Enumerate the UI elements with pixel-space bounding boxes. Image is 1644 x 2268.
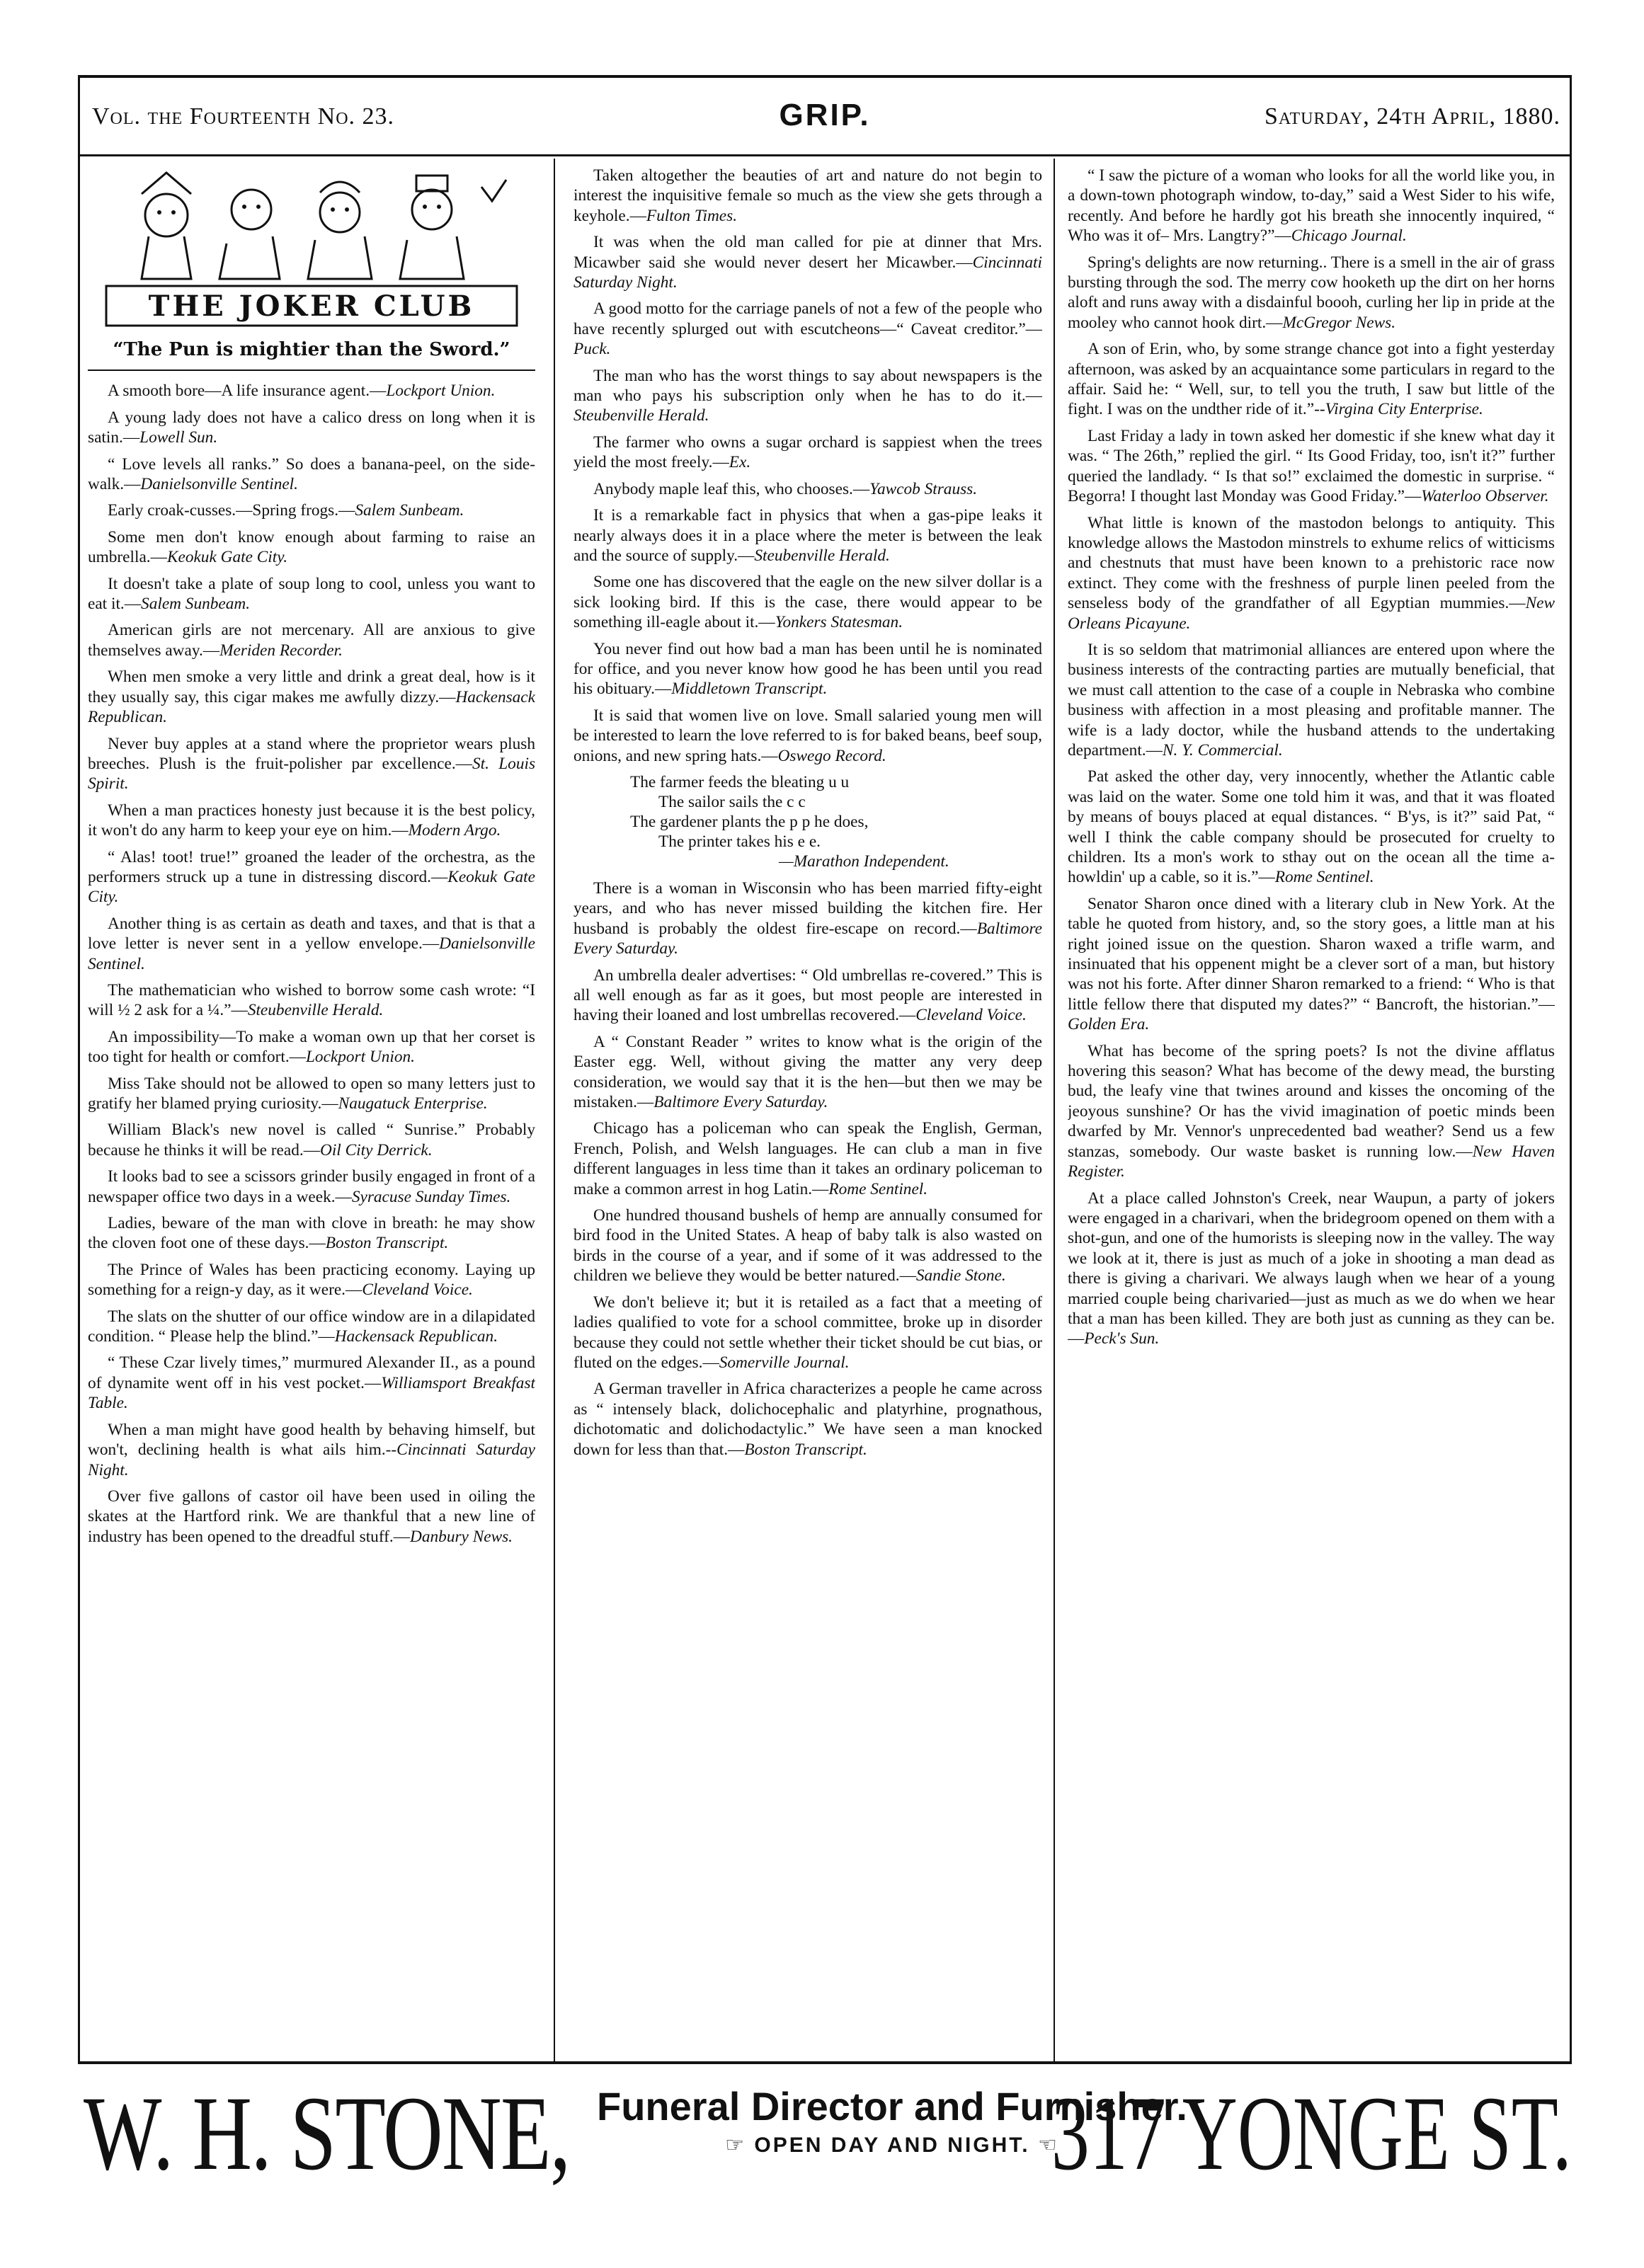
joke-text: Chicago has a policeman who can speak the English, German, French, Polish, and Welsh languages. He can club a man in five different languages in less time than it takes an ordinary policeman to make a common arrest in hog Latin.—	[573, 1119, 1042, 1198]
joke-paragraph	[1068, 767, 1555, 887]
joke-paragraph	[88, 1420, 535, 1480]
joke-paragraph	[88, 1487, 535, 1547]
joke-source: Oil City Derrick.	[320, 1140, 433, 1159]
joke-paragraph	[88, 1167, 535, 1207]
joke-text: The man who has the worst things to say about newspapers is the man who pays his subscription only when he has to do it.—	[573, 366, 1042, 406]
joke-paragraph	[573, 572, 1042, 632]
joke-paragraph	[1068, 513, 1555, 634]
joke-text: The farmer who owns a sugar orchard is sappiest when the trees yield the most freely.—	[573, 433, 1042, 472]
ad-name: W. H. STONE,	[84, 2075, 570, 2192]
joke-text: A son of Erin, who, by some strange chance got into a fight yesterday afternoon, was asked by an acquaintance some particulars in regard to the affair. Said he: “ Well, sur, to tell you the truth, I saw but little of the fight. I was on the undther ride of it.”--	[1068, 340, 1555, 419]
joke-source: Waterloo Observer.	[1421, 487, 1549, 506]
club-motto: “The Pun is mightier than the Sword.”	[88, 333, 535, 371]
joke-source: Puck.	[573, 340, 611, 359]
joke-source: Middletown Transcript.	[671, 680, 828, 699]
joke-source: Cleveland Voice.	[362, 1281, 473, 1300]
joke-paragraph	[88, 527, 535, 568]
joke-paragraph	[573, 706, 1042, 766]
joke-text: It was when the old man called for pie at dinner that Mrs. Micawber said she would never desert her Micawber.—	[573, 233, 1042, 272]
joke-source: Baltimore Every Saturday.	[653, 1093, 828, 1112]
joke-source: McGregor News.	[1282, 313, 1396, 332]
jokes-column-1	[88, 381, 535, 1547]
joke-paragraph	[1068, 1041, 1555, 1182]
joke-text: You never find out how bad a man has been until he is nominated for office, and you never know how good he has been until you read his obituary.—	[573, 639, 1042, 699]
joke-text: A smooth bore—A life insurance agent.—	[108, 382, 387, 401]
joke-text: What has become of the spring poets? Is not the divine afflatus hovering this season? What has become of the dewy mead, the bursting bud, the leafy vine that twines around and kisses the oncoming of the jeoyous sunshine? Or has the vivid imagination of poetic minds been dwarfed by Mr. Vennor's unprecedented bad weather? Send us a few stanzas, somebody. Our waste basket is running low.—	[1068, 1041, 1555, 1161]
joke-paragraph	[88, 1027, 535, 1067]
joke-paragraph	[573, 1032, 1042, 1113]
joke-source: Naugatuck Enterprise.	[338, 1094, 488, 1113]
joke-source: Hackensack Republican.	[88, 687, 535, 727]
joke-source: Rome Sentinel.	[1274, 868, 1374, 887]
joke-source: Somerville Journal.	[719, 1353, 850, 1372]
joke-paragraph	[88, 914, 535, 974]
joke-text: It is a remarkable fact in physics that when a gas-pipe leaks it nearly always does it in a place where the meter is between the leak and the source of supply.—	[573, 506, 1042, 565]
joke-source: Williamsport Breakfast Table.	[88, 1373, 535, 1413]
joke-paragraph	[88, 381, 535, 401]
joke-text: “ Love levels all ranks.” So does a banana-peel, on the side-walk.—	[88, 454, 535, 494]
joke-source: Hackensack Republican.	[334, 1327, 498, 1346]
joke-source: Cincinnati Saturday Night.	[88, 1441, 535, 1479]
joke-text: When a man practices honesty just because it is the best policy, it won't do any harm to keep your eye on him.—	[88, 801, 535, 840]
joke-paragraph	[1068, 640, 1555, 760]
joke-source: New Orleans Picayune.	[1068, 594, 1555, 633]
joke-paragraph	[88, 1120, 535, 1160]
column-divider-2	[1054, 159, 1055, 2063]
joke-text: Anybody maple leaf this, who chooses.—	[593, 479, 870, 498]
joke-text: The mathematician who wished to borrow some cash wrote: “I will ½ 2 ask for a ¼.”—	[88, 980, 535, 1020]
joke-text: Over five gallons of castor oil have been used in oiling the skates at the Hartford rink. We are thankful that a new line of industry has been opened to the dreadful stuff.—	[88, 1487, 535, 1546]
joke-text: The slats on the shutter of our office window are in a dilapidated condition. “ Please help the blind.”—	[88, 1307, 535, 1346]
joke-paragraph	[88, 1307, 535, 1347]
joke-paragraph	[88, 801, 535, 841]
joke-text: Another thing is as certain as death and taxes, and that is that a love letter is never sent in a yellow envelope.—	[88, 914, 535, 953]
column-divider-1	[554, 159, 555, 2063]
joke-source: Modern Argo.	[408, 821, 501, 840]
farmer-poem	[573, 772, 1042, 871]
jokes-column-2-top	[573, 166, 1042, 766]
joke-paragraph	[88, 1213, 535, 1254]
joke-text: Never buy apples at a stand where the proprietor wears plush breeches. Plush is the fruit-polisher par excellence.—	[88, 734, 535, 773]
joke-text: It looks bad to see a scissors grinder busily engaged in front of a newspaper office two days in a week.—	[88, 1167, 535, 1206]
joke-text: Senator Sharon once dined with a literary club in New York. At the table he quoted from history, and, so the story goes, a little man at his right joined issue on the question. Sharon waxed a trifle warm, and insinuated that his oppenent might be a clever sort of a man, but history was not his forte. After dinner Sharon remarked to a friend: “ Who is that little fellow there that disputed my dates?” “ Bancroft, the historian.”—	[1068, 894, 1555, 1014]
joke-source: Danielsonville Sentinel.	[88, 934, 535, 973]
joke-paragraph	[573, 1379, 1042, 1460]
joke-text: The Prince of Wales has been practicing economy. Laying up something for a reign-y day, as it were.—	[88, 1260, 535, 1300]
joke-source: Salem Sunbeam.	[355, 501, 464, 520]
joke-text: William Black's new novel is called “ Sunrise.” Probably because he thinks it will be read.—	[88, 1121, 535, 1159]
joke-source: Keokuk Gate City.	[166, 548, 288, 567]
joke-paragraph	[573, 299, 1042, 359]
left-border	[78, 75, 80, 2063]
joke-text: “ These Czar lively times,” murmured Alexander II., as a pound of dynamite went off in his vest pocket.—	[88, 1353, 535, 1392]
joke-paragraph	[88, 1074, 535, 1114]
joke-text: An umbrella dealer advertises: “ Old umbrellas re-covered.” This is all well enough as far as it goes, but most people are interested in having their loaned and lost umbrellas recovered.—	[573, 966, 1042, 1025]
poem-source: —Marathon Independent.	[779, 852, 949, 871]
joke-paragraph	[1068, 253, 1555, 333]
column-1	[88, 166, 535, 2063]
joke-paragraph	[88, 454, 535, 495]
joke-paragraph	[88, 1260, 535, 1300]
joke-source: Lockport Union.	[305, 1048, 415, 1067]
joke-text: Ladies, beware of the man with clove in breath: he may show the cloven foot one of these days.—	[88, 1214, 535, 1253]
joke-source: Sandie Stone.	[915, 1266, 1006, 1285]
volume-number: Vol. the Fourteenth No. 23.	[92, 103, 395, 130]
joke-source: St. Louis Spirit.	[88, 754, 535, 794]
joke-source: Chicago Journal.	[1291, 227, 1407, 246]
joke-paragraph	[573, 966, 1042, 1026]
issue-date: Saturday, 24th April, 1880.	[1264, 103, 1560, 130]
advertisement	[78, 2064, 1572, 2206]
joke-source: Meriden Recorder.	[219, 641, 343, 660]
joke-text: When a man might have good health by behaving himself, but won't, declining health is what ails him.--	[88, 1420, 535, 1460]
joke-source: Boston Transcript.	[744, 1440, 867, 1459]
joke-text: It is said that women live on love. Small salaried young men will be interested to learn the love referred to is for baked beans, beef soup, onions, and new spring hats.—	[573, 706, 1042, 765]
joke-source: Steubenville Herald.	[573, 406, 709, 425]
joke-text: We don't believe it; but it is retailed as a fact that a meeting of ladies qualified to vote for a school committee, broke up in disorder because they could not settle whether their ticket should be cut bias, or fluted on the edges.—	[573, 1293, 1042, 1372]
joke-paragraph	[573, 166, 1042, 226]
joke-paragraph	[573, 479, 1042, 499]
joke-text: Early croak-cusses.—Spring frogs.—	[108, 501, 355, 520]
joke-paragraph	[88, 500, 535, 520]
ad-hours: ☞ OPEN DAY AND NIGHT. ☜	[725, 2134, 1059, 2157]
joke-paragraph	[88, 620, 535, 660]
joke-source: Baltimore Every Saturday.	[573, 919, 1042, 958]
joke-paragraph	[573, 639, 1042, 699]
joke-text: Spring's delights are now returning.. There is a smell in the air of grass bursting through the sod. The merry cow hooketh up the dirt on her horns aloft and runs away with a disdainful boooh, curling her lip in pride at the mooley who cannot hook dirt.—	[1068, 253, 1555, 332]
joke-text: When men smoke a very little and drink a great deal, how is it they usually say, this cigar makes me awfully dizzy.—	[88, 668, 535, 706]
column-3	[1068, 166, 1555, 2063]
joke-source: Keokuk Gate City.	[88, 867, 535, 907]
joke-paragraph	[1068, 894, 1555, 1035]
top-rule	[78, 75, 1572, 78]
joke-source: Fulton Times.	[646, 206, 738, 225]
joke-source: Lowell Sun.	[139, 428, 218, 447]
joke-text: Some men don't know enough about farming to raise an umbrella.—	[88, 527, 535, 567]
joke-paragraph	[1068, 426, 1555, 507]
joker-club-illustration	[99, 166, 524, 330]
joke-source: Ex.	[729, 453, 751, 472]
joke-source: New Haven Register.	[1068, 1142, 1555, 1181]
joke-paragraph	[573, 433, 1042, 473]
joke-text: A “ Constant Reader ” writes to know what is the origin of the Easter egg. Well, without giving the matter any very deep consideration, we would say that it is the hen—but then we may be mistaken.—	[573, 1032, 1042, 1112]
joke-paragraph	[1068, 1189, 1555, 1349]
joke-text: Some one has discovered that the eagle on the new silver dollar is a sick looking bird. If this is the case, there would appear to be something ill-eagle about it.—	[573, 573, 1042, 632]
joke-text: Pat asked the other day, very innocently, whether the Atlantic cable was laid on the water. Some one told him it was, and that it was floated by means of bouys placed at equal distances. “ B'ys, is it?” said Pat, “ well I think the cable company should be prosecuted for cruelty to children. Its a mon's work to sthay out on the ocean all the time a-howldin' up a cable, so it is.”—	[1068, 767, 1555, 887]
joke-source: Salem Sunbeam.	[141, 595, 251, 614]
joke-source: Steubenville Herald.	[754, 546, 890, 565]
joke-paragraph	[573, 878, 1042, 959]
joke-text: Taken altogether the beauties of art and nature do not begin to interest the inquisitive female so much as the view she gets through a keyhole.—	[573, 166, 1042, 225]
joke-source: Golden Era.	[1068, 1015, 1150, 1034]
joke-source: Virgina City Enterprise.	[1325, 400, 1483, 419]
joke-source: Yawcob Strauss.	[869, 479, 978, 498]
joke-paragraph	[573, 1205, 1042, 1286]
joke-source: Oswego Record.	[777, 746, 886, 765]
joke-text: What little is known of the mastodon belongs to antiquity. This knowledge allows the Mastodon minstrels to exhume relics of witticisms and chestnuts that must have been known to a prehistoric race now extinct. They come with the freshness of purple linen peeled from the senseless body of the grandfather of all Egyptian mummies.—	[1068, 513, 1555, 613]
joke-paragraph	[573, 232, 1042, 292]
joke-source: Danbury News.	[410, 1527, 513, 1546]
ad-tagline: Funeral Director and Furnisher.	[597, 2084, 1187, 2129]
joke-source: Yonkers Statesman.	[775, 613, 903, 632]
joke-text: A good motto for the carriage panels of not a few of the people who have recently splurged out with escutcheons—“ Caveat creditor.”—	[573, 299, 1042, 338]
joke-text: At a place called Johnston's Creek, near Waupun, a party of jokers were engaged in a charivari, when the bridegroom opened on them with a shot-gun, and one of the humorists is sleeping now in the valley. The way we look at it, there is just as much of a joke in shooting a man dead as there is giving a charivari. We always laugh when we hear of a young married couple being charivaried—just as much as we do when we hear that a man has been killed. They are both just as cunning as they can be.—	[1068, 1189, 1555, 1348]
joke-paragraph	[88, 574, 535, 614]
joke-source: Rome Sentinel.	[828, 1179, 928, 1198]
poem-line: The sailor sails the c c	[658, 792, 806, 811]
joke-paragraph	[88, 1353, 535, 1413]
joke-text: There is a woman in Wisconsin who has been married fifty-eight years, and who has never missed building the kitchen fire. Her husband is probably the oldest fire-escape on record.—	[573, 878, 1042, 938]
column-2	[573, 166, 1042, 2063]
joke-paragraph	[573, 1118, 1042, 1199]
masthead-title: GRIP.	[779, 98, 871, 132]
joke-source: Cleveland Voice.	[915, 1006, 1027, 1025]
joke-paragraph	[88, 847, 535, 907]
joke-paragraph	[88, 667, 535, 727]
joke-source: Steubenville Herald.	[247, 1001, 384, 1020]
joke-text: It is so seldom that matrimonial alliances are entered upon where the business interests of the contracting parties are mutually beneficial, that we must call attention to the case of a couple in Nebraska who combine business with affection in a most pleasing and profitable manner. The wife is a lady doctor, while the husband attends to the undertaking department.—	[1068, 640, 1555, 760]
joke-text: American girls are not mercenary. All are anxious to give themselves away.—	[88, 621, 535, 660]
joke-text: A young lady does not have a calico dress on long when it is satin.—	[88, 408, 535, 447]
joke-source: Lockport Union.	[386, 382, 496, 401]
poem-line: The gardener plants the p p he does,	[630, 812, 869, 831]
joke-source: N. Y. Commercial.	[1162, 740, 1283, 760]
joke-text: Last Friday a lady in town asked her domestic if she knew what day it was. “ The 26th,” replied the girl. “ Its Good Friday, too, isn't it?” further queried the landlady. “ Is that so!” exclaimed the domestic in surprise. “ Begorra! I thought last Monday was Good Friday.”—	[1068, 426, 1555, 506]
joke-paragraph	[1068, 339, 1555, 420]
page-header	[78, 95, 1572, 144]
joke-paragraph	[88, 980, 535, 1021]
joke-text: It doesn't take a plate of soup long to cool, unless you want to eat it.—	[88, 574, 535, 614]
joke-text: One hundred thousand bushels of hemp are annually consumed for bird food in the United States. A heap of baby talk is also wasted on birds in the course of a year, and if some of it was addressed to the children we believe they would be better natured.—	[573, 1206, 1042, 1285]
joke-paragraph	[88, 408, 535, 448]
jokes-column-2-bottom	[573, 878, 1042, 1460]
joke-text: Miss Take should not be allowed to open so many letters just to gratify her blamed prying curiosity.—	[88, 1074, 535, 1113]
joke-source: Boston Transcript.	[325, 1234, 449, 1253]
joke-source: Danielsonville Sentinel.	[140, 475, 298, 494]
joke-text: An impossibility—To make a woman own up that her corset is too tight for health or comfort.—	[88, 1027, 535, 1067]
joke-paragraph	[88, 734, 535, 794]
joke-text: A German traveller in Africa characterizes a people he came across as “ intensely black, dolichocephalic and platyrhine, prognathous, dichotomatic and dolichodactylic.” We have seen a man knocked down for less than that.—	[573, 1380, 1042, 1459]
right-border	[1570, 75, 1572, 2063]
poem-line: The printer takes his e e.	[658, 832, 821, 851]
jokes-column-3	[1068, 166, 1555, 1349]
newspaper-page	[78, 75, 1572, 2192]
poem-line: The farmer feeds the bleating u u	[630, 772, 850, 791]
header-rule	[78, 154, 1572, 156]
joke-paragraph	[573, 1293, 1042, 1373]
joke-text: “ I saw the picture of a woman who looks for all the world like you, in a down-town photograph window, to-day,” said a West Sider to his wife, recently. And before he hardly got his breath she innocently inquired, “ Who was it of– Mrs. Langtry?”—	[1068, 166, 1555, 246]
joke-source: Syracuse Sunday Times.	[351, 1187, 511, 1206]
joke-source: Cincinnati Saturday Night.	[573, 253, 1042, 292]
ad-address: 317 YONGE ST.	[1051, 2075, 1572, 2192]
joke-paragraph	[573, 366, 1042, 426]
joke-text: “ Alas! toot! true!” groaned the leader of the orchestra, as the performers struck up a tune in distressing discord.—	[88, 847, 535, 886]
joke-source: Peck's Sun.	[1084, 1329, 1160, 1348]
club-banner-title: THE JOKER CLUB	[148, 290, 475, 323]
joke-paragraph	[573, 505, 1042, 566]
joke-paragraph	[1068, 166, 1555, 246]
